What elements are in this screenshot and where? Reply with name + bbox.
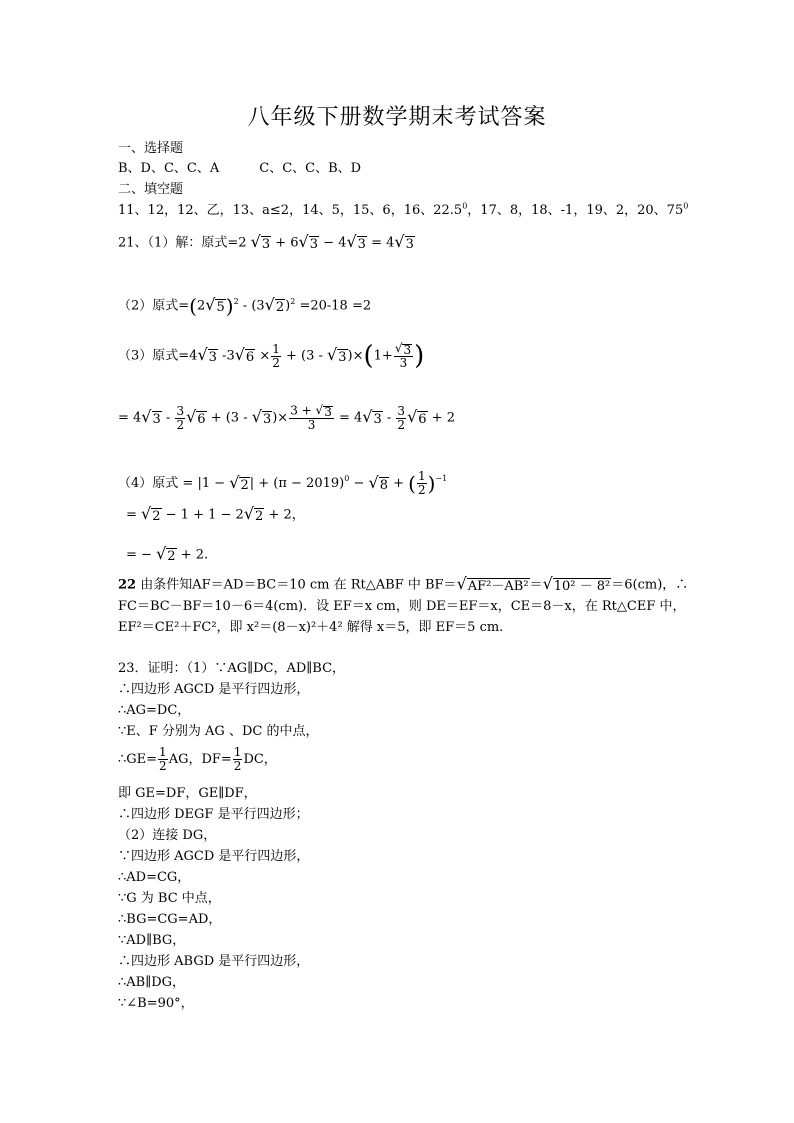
math-term: ∴GE=	[118, 752, 158, 767]
denominator: 2	[397, 417, 406, 432]
exponent: −1	[435, 474, 448, 483]
q22-line1	[118, 576, 688, 595]
exponent: 2	[233, 296, 239, 306]
degree-mark: 0	[462, 201, 468, 211]
sqrt-symbol: √ 2	[141, 504, 161, 524]
choice-answers-a: B、D、C、C、A	[118, 161, 220, 176]
q21-part3: （3）原式=4 √ 3 -3 √ 6 × $\frac{1}{2}$ + (3 - √ 3 )×(1+ √ 3 3 )	[118, 341, 425, 371]
math-term: 2	[196, 298, 206, 314]
q23-line: 即 GE=DF，GE∥DF，	[118, 786, 257, 801]
sqrt-symbol: √ 3	[394, 232, 414, 252]
sqrt-symbol: √ 3	[394, 341, 412, 357]
math-term: + 2	[427, 410, 455, 426]
exponent: 0	[344, 474, 350, 483]
q23-line: ∴四边形 AGCD 是平行四边形，	[118, 682, 310, 697]
math-term: DC，	[243, 752, 277, 767]
radicand: 6	[197, 412, 206, 427]
math-term: AG，DF=	[168, 752, 232, 767]
math-term: )	[285, 298, 291, 314]
q23-line: （2）连接 DG，	[118, 828, 217, 843]
radicand: 3	[403, 343, 412, 357]
math-term: = −	[126, 547, 157, 563]
q22-text: ＝6(cm)，∴	[611, 577, 689, 593]
math-term: + 6	[271, 235, 299, 251]
radicand: 2	[275, 300, 285, 315]
numerator: 3	[176, 403, 185, 418]
math-term: ×	[255, 348, 271, 364]
sqrt-symbol: √ 6	[186, 407, 206, 427]
denominator: 3	[399, 356, 408, 370]
radicand: 8	[379, 477, 388, 493]
denominator: 2	[176, 417, 185, 432]
q23-line: ∵∠B=90°，	[118, 996, 194, 1011]
numerator: 3	[397, 403, 406, 418]
q22-text: 由条件知AF＝AD＝BC＝10 cm 在 Rt△ABF 中 BF＝	[140, 577, 457, 593]
radicand: 2	[240, 477, 249, 493]
choice-answers	[118, 160, 361, 178]
choice-answers-b: C、C、C、B、D	[259, 161, 362, 176]
sqrt-symbol: √ 3	[141, 407, 161, 427]
numerator: 1	[233, 745, 242, 759]
sqrt-symbol: √ 8	[368, 472, 388, 493]
degree-mark: 0	[683, 201, 689, 211]
q21-label: 21、（1）解：原式=2	[118, 235, 247, 251]
q23-line: ∵四边形 AGCD 是平行四边形，	[118, 849, 310, 864]
radicand: 3	[324, 405, 332, 419]
radicand: 3	[152, 412, 161, 427]
sqrt-symbol: √ 3	[315, 403, 332, 419]
q23-line: ∴AB∥DG，	[118, 975, 186, 990]
radicand: 3	[261, 237, 271, 252]
q21-part4-step3	[126, 546, 208, 565]
math-term: + (π − 2019)	[254, 476, 345, 491]
math-term: |	[249, 476, 255, 491]
fraction	[394, 342, 413, 370]
radicand: 6	[418, 412, 427, 427]
q22-number: 22	[118, 577, 137, 593]
numerator: 1	[417, 469, 426, 483]
numerator: 1	[272, 341, 280, 356]
radicand: 2	[152, 509, 161, 524]
q23-line: ∴AG=DC，	[118, 703, 191, 718]
exponent: 2	[290, 296, 296, 306]
sqrt-symbol: √ AF²－AB²	[456, 574, 529, 594]
sqrt-symbol: √ 5	[205, 295, 225, 315]
fraction	[271, 343, 281, 370]
q23-line: ∴四边形 ABGD 是平行四边形，	[118, 954, 310, 969]
math-term: − 4	[319, 235, 347, 251]
q23-line-fraction	[118, 746, 277, 773]
sqrt-symbol: √ 3	[250, 232, 271, 252]
sqrt-symbol: √ 10² － 8²	[542, 574, 611, 594]
sqrt-symbol: √ 2	[243, 504, 264, 524]
q22-line2: FC＝BC－BF＝10－6＝4(cm)．设 EF＝x cm，则 DE＝EF＝x，CE＝8－x，在 Rt△CEF 中，	[118, 599, 686, 614]
radicand: 3	[373, 412, 382, 427]
q23-line: ∴BG=CG=AD，	[118, 912, 222, 927]
math-term: + 2，	[264, 507, 305, 523]
denominator: 3	[307, 418, 316, 432]
sqrt-symbol: √ 2	[264, 295, 285, 315]
math-term: + (3 -	[206, 410, 252, 426]
math-term: )×	[272, 410, 289, 426]
q21-part1	[118, 234, 415, 253]
q21-part3-cont	[118, 404, 455, 432]
denominator: 2	[417, 483, 426, 497]
q21-part4-step2	[126, 506, 305, 525]
radicand: 3	[309, 237, 319, 252]
fill-answers-text-2: ，17、8，18、-1，19、2，20、75	[467, 203, 684, 218]
fraction	[417, 470, 427, 497]
math-term: =	[126, 507, 142, 523]
math-term: -	[161, 410, 175, 426]
sqrt-symbol: √ 2	[156, 544, 176, 564]
radicand: 3	[357, 237, 366, 252]
q22-text: ＝	[529, 577, 543, 593]
denominator: 2	[233, 759, 242, 773]
math-term: = 4	[366, 235, 395, 251]
q22-line3: EF²＝CE²＋FC²，即 x²＝(8－x)²＋4² 解得 x＝5，即 EF＝5 cm.	[118, 620, 504, 635]
denominator: 2	[159, 759, 167, 773]
sqrt-symbol: √ 3	[298, 232, 319, 252]
radicand: AF²－AB²	[467, 579, 529, 594]
radicand: 6	[245, 350, 255, 365]
radicand: 3	[208, 350, 217, 365]
q21-part4-label: （4）原式 =	[118, 476, 194, 491]
fraction	[175, 405, 185, 432]
sqrt-symbol: √ 6	[234, 345, 255, 365]
fraction	[158, 746, 168, 773]
math-term: = 4	[118, 410, 142, 426]
sqrt-symbol: √ 3	[327, 345, 347, 365]
fraction	[289, 404, 334, 432]
radicand: 3	[405, 237, 414, 252]
q23-line: 23．证明：（1）∵AG∥DC，AD∥BC，	[118, 661, 346, 676]
radicand: 10² － 8²	[553, 579, 611, 594]
q23-line: ∴AD=CG，	[118, 870, 191, 885]
math-term: −	[349, 476, 369, 491]
math-term: − 1 + 1 − 2	[161, 507, 244, 523]
math-term: -	[382, 410, 396, 426]
math-term: +	[388, 476, 409, 491]
math-term: 1+	[373, 348, 393, 364]
sqrt-symbol: √ 3	[197, 345, 217, 365]
q21-part2-label: （2）原式=	[118, 298, 190, 314]
q23-line: ∴四边形 DEGF 是平行四边形；	[118, 807, 309, 822]
math-term: )×	[347, 348, 364, 364]
math-term: + 2.	[176, 547, 209, 563]
page-title: 八年级下册数学期末考试答案	[247, 105, 547, 130]
q21-part3-label: （3）原式=4	[118, 348, 198, 364]
math-term: = 4	[334, 410, 363, 426]
fraction	[396, 405, 406, 432]
sqrt-symbol: √ 3	[346, 232, 366, 252]
radicand: 3	[262, 412, 272, 427]
radicand: 2	[167, 549, 176, 564]
radicand: 5	[216, 300, 225, 315]
section-heading-fill: 二、填空题	[118, 182, 184, 197]
math-term: -3	[217, 348, 235, 364]
q23-line: ∵AD∥BG，	[118, 933, 186, 948]
numerator: 1	[159, 745, 167, 759]
q23-line: ∵E、F 分别为 AG 、DC 的中点，	[118, 724, 319, 739]
radicand: 3	[338, 350, 347, 365]
math-term: - (3	[238, 298, 265, 314]
math-term: =20-18 =2	[295, 298, 372, 314]
q21-part2: （2）原式=(2 √ 5 )$^2$ - (3 √ 2 )$^2$ =20-18 =2	[118, 294, 372, 318]
math-term: 3 +	[290, 403, 316, 418]
math-term: (3 -	[301, 348, 328, 364]
denominator: 2	[272, 355, 280, 370]
sqrt-symbol: √ 6	[407, 407, 427, 427]
sqrt-symbol: √ 2	[229, 472, 249, 493]
numerator	[289, 404, 334, 419]
fraction	[233, 746, 243, 773]
radicand: 2	[255, 509, 264, 524]
sqrt-symbol: √ 3	[251, 407, 272, 427]
q21-part4: （4）原式 = |1 − √ 2 | + $(\pi - 2019)^0$ − √ 8 + ( $\frac{1}{2}$ )$^{-1}$	[118, 469, 448, 497]
section-heading-choice: 一、选择题	[118, 141, 184, 156]
q23-line: ∵G 为 BC 中点，	[118, 891, 221, 906]
sqrt-symbol: √ 3	[362, 407, 382, 427]
fill-answers-text: 11、12，12、乙，13、a≤2，14、5，15、6，16、22.5	[118, 203, 463, 218]
math-term: +	[281, 348, 302, 364]
math-term: |1 −	[197, 476, 230, 491]
numerator	[394, 342, 413, 357]
fill-answers	[118, 202, 688, 220]
